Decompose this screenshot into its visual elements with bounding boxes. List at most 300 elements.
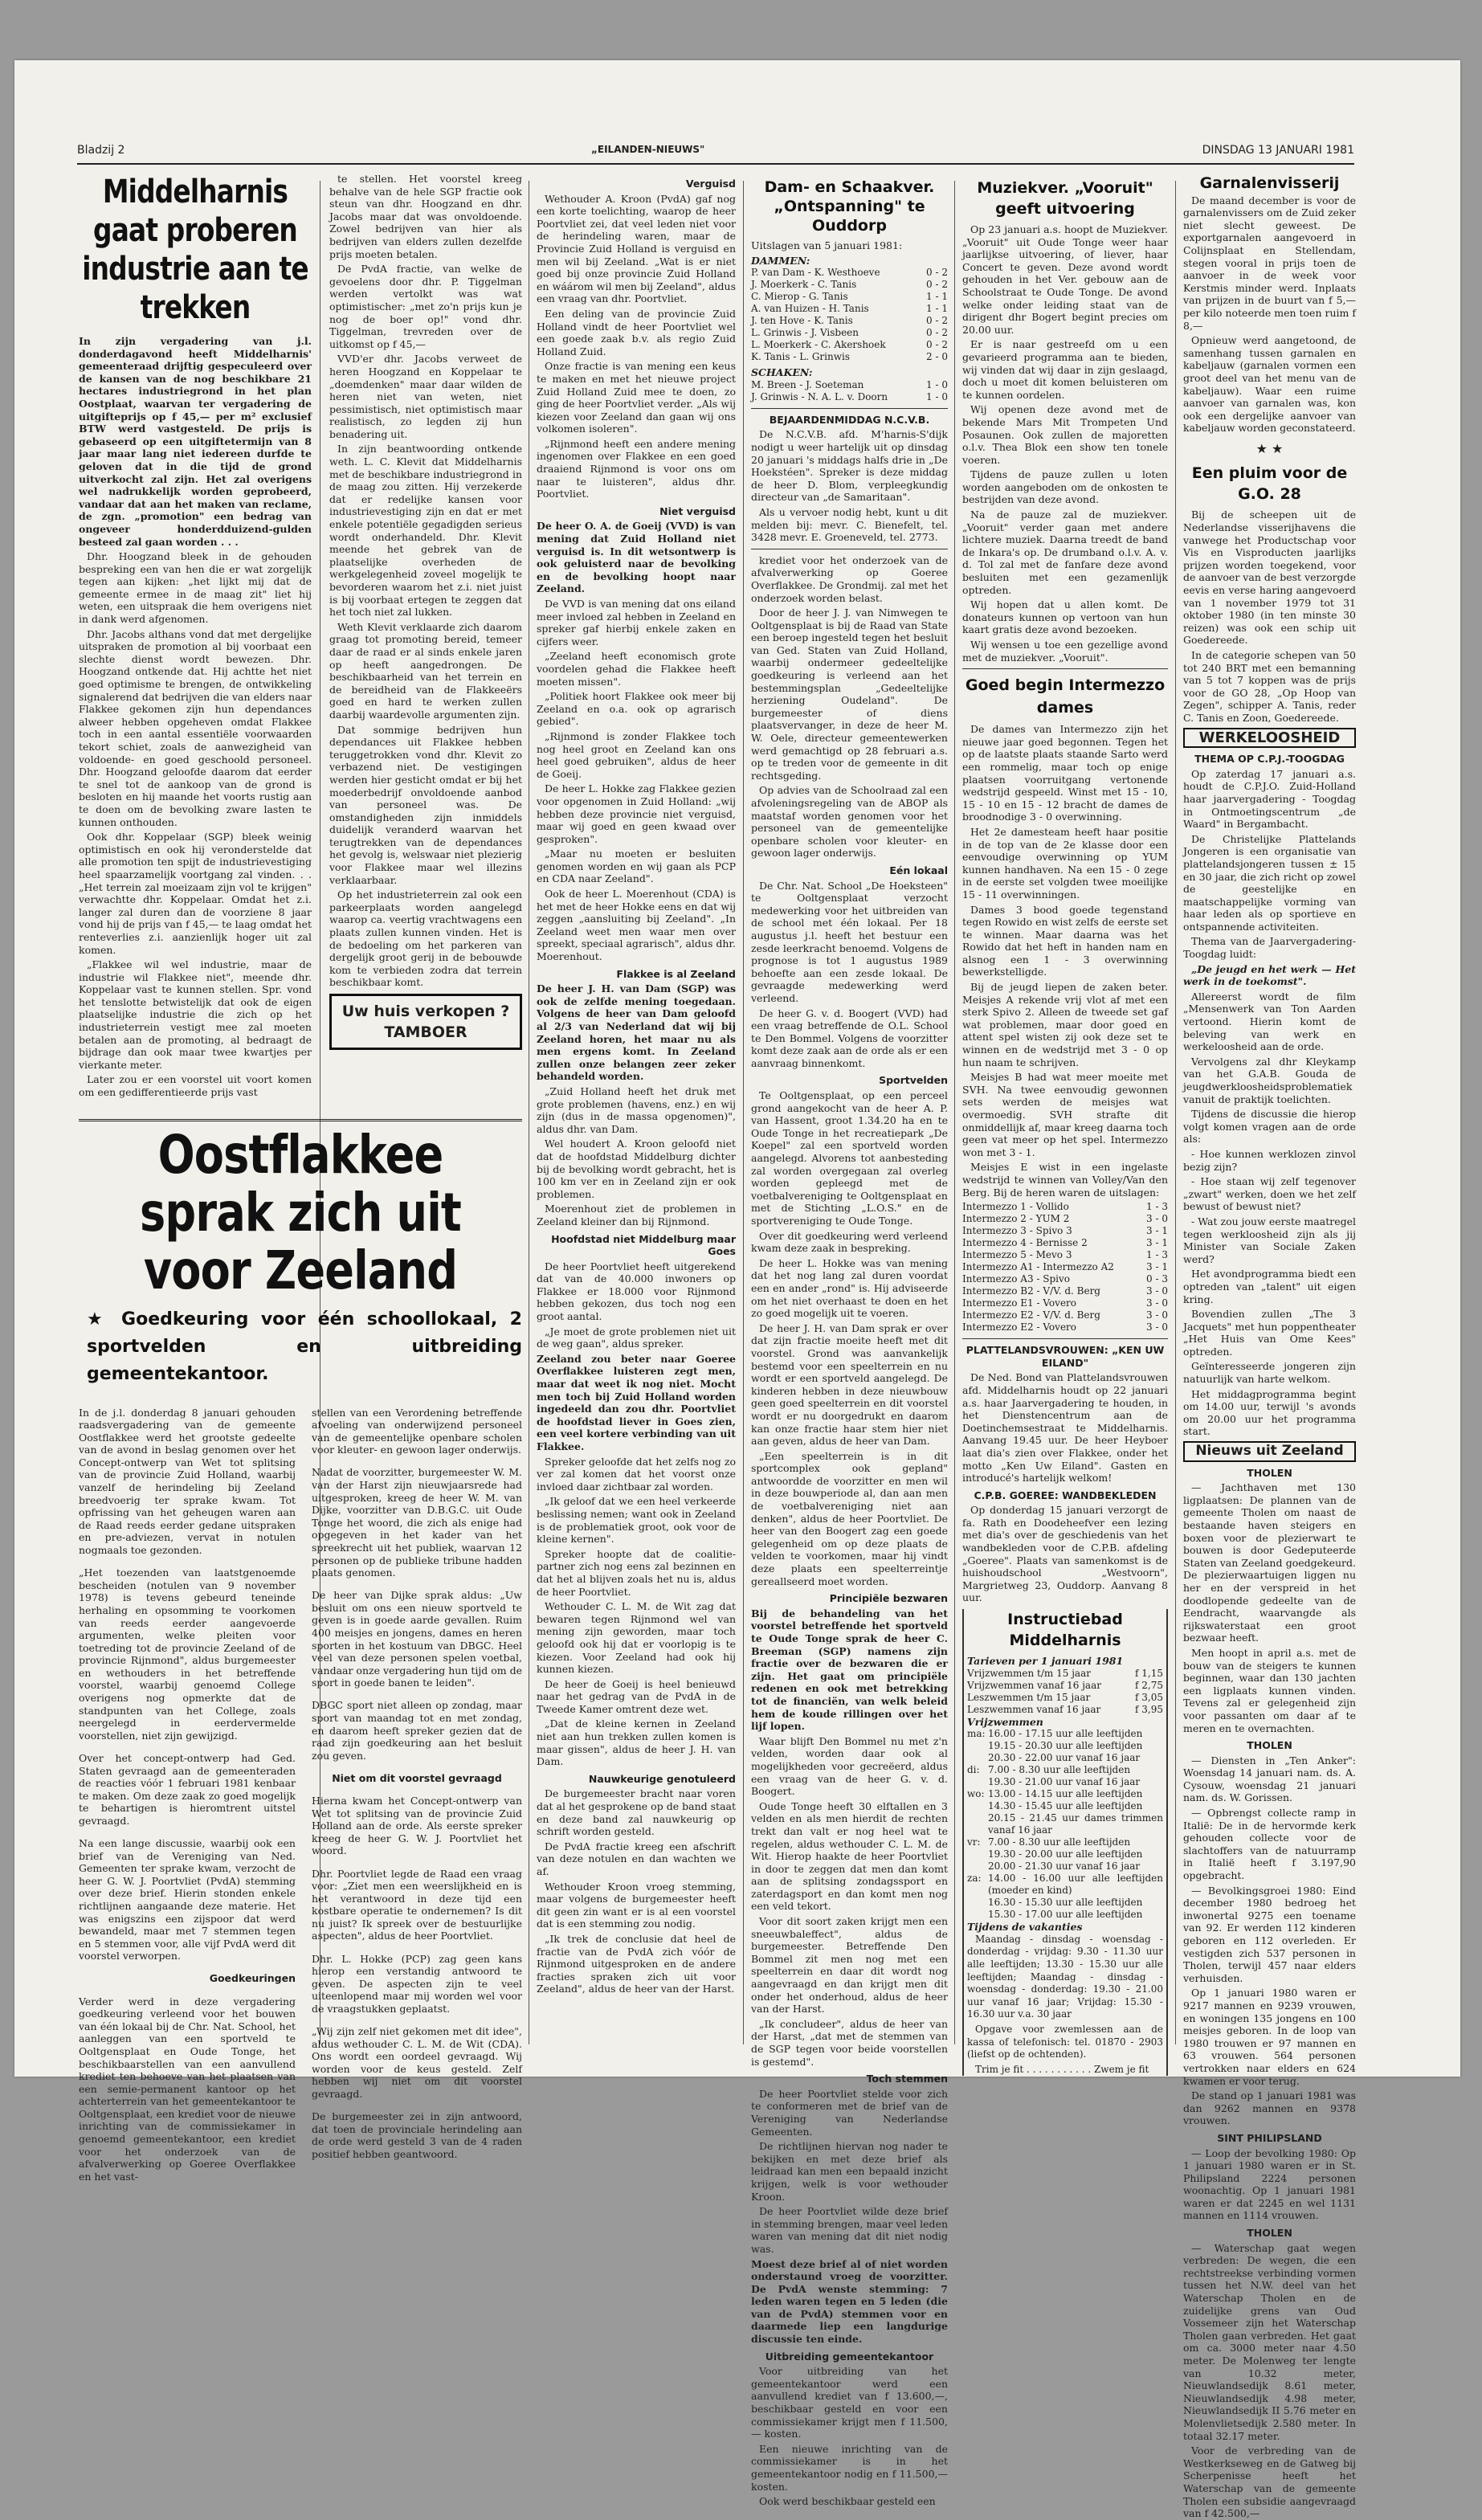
article-paragraph: Op advies van de Schoolraad zal een afvoleningsregeling van de ABOP als maatstaf worden genomen voor het personeel van de gemeentelijke openbare scholen voor kleuter- en gewoon lager onderwijs.: [751, 784, 948, 860]
schedule-row: [967, 1764, 1163, 1776]
article-paragraph: Over dit goedkeuring werd verleend kwam deze zaak in bespreking.: [751, 1229, 948, 1255]
intermezzo-row-label: Intermezzo E1 - Vovero: [962, 1297, 1077, 1309]
newspaper-page: [14, 60, 1460, 2520]
article-paragraph: De stand op 1 januari 1981 was dan 9262 mannen en 9378 vrouwen.: [1183, 2089, 1356, 2127]
intermezzo-row-value: 3 - 1: [1146, 1237, 1168, 1249]
intermezzo-row-value: 3 - 0: [1146, 1321, 1168, 1334]
column-4: [751, 173, 948, 2508]
article-paragraph: Oude Tonge heeft 30 elftallen en 3 velden en als men hierdit de rechten trekt dan valt er nog heel wat te regelen, aldus wethouder C. L. M. de Wit. Hierop haakte de heer Poortvliet in door te zeggen dat men dan komt aan de splitsing zondagssport en zaterdagsport en dan komt men nog een veld tekort.: [751, 1799, 948, 1913]
article-paragraph: Later zou er een voorstel uit voort komen om een gedifferentieerde prijs vast: [79, 1073, 312, 1099]
schedule-list: [967, 1728, 1163, 1921]
intermezzo-row-value: 1 - 3: [1146, 1201, 1168, 1213]
intermezzo-row-label: Intermezzo E2 - V/V. d. Berg: [962, 1309, 1100, 1321]
schedule-time: 20.00 - 21.30 uur vanaf 16 jaar: [988, 1860, 1141, 1873]
pluim-heading: Een pluim voor de G.O. 28: [1191, 464, 1348, 504]
vooruit-heading: Muziekver. „Vooruit" geeft uitvoering: [977, 179, 1153, 218]
dammen-row-label: L. Moerkerk - C. Akershoek: [751, 339, 886, 351]
dammen-row: [751, 327, 948, 339]
article-paragraph: De maand december is voor de garnalenvissers om de Zuid zeker niet slecht geweest. De exportgarnalen aangevoerd in Colijnsplaat en Stellendam, stegen vooral in prijs toen de aanvoer in de week voor Kerstmis minder werd. Inplaats van prijzen in de buurt van f 5,— per kilo noteerde men toen ruim f 8,—: [1183, 194, 1356, 332]
article-paragraph: krediet voor het onderzoek van de afvalverwerking op Goeree Overflakkee. De Grondmij. zal met het onderzoek worden belast.: [751, 553, 948, 604]
article-paragraph: De heer L. Hokke zag Flakkee gezien voor opgenomen in Zuid Holland: „wij hebben deze provincie niet verguisd, maar wij goed en geen kwaad over gesproken".: [537, 782, 736, 845]
article-paragraph: De heer Poortvliet wilde deze brief in stemming brengen, maar veel leden waren van mening dat dit niet nodig was.: [751, 2205, 948, 2255]
schedule-row: [967, 1873, 1163, 1897]
article-paragraph: Als u vervoer nodig hebt, kunt u dit melden bij: mevr. C. Bienefelt, tel. 3428 mevr. E. Groeneveld, tel. 2773.: [751, 505, 948, 544]
article-paragraph: Het avondprogramma biedt een optreden van „talent" uit eigen kring.: [1183, 1268, 1356, 1305]
schedule-row: [967, 1909, 1163, 1921]
article-paragraph: De heer van Dijke sprak aldus: „Uw besluit om ons een nieuw sportveld te geven is in goede aarde gevallen. Ruim 400 meisjes en jongens, dames en heren sporten in het kostuum van DBGC. Heel veel van deze personen spelen voetbal, vandaar onze vergadering hun tijd om de sport in goede banen te leiden".: [312, 1589, 522, 1689]
article-paragraph: „Rijnmond is zonder Flakkee toch nog heel groot en Zeeland kan ons heel goed gebruiken", aldus de heer de Goeij.: [537, 729, 736, 780]
article-paragraph: Dat sommige bedrijven hun dependances uit Flakkee hebben teruggetrokken vond dhr. Klevit zo verbazend niet. De vestigingen werden hier gesticht omdat er bij het moederbedrijf onvoldoende aanbod van personeel was. De omstandigheden zijn inmiddels duidelijk veranderd waarvan het terugtrekken van de dependances het gevolg is, welswaar niet plezierig voor Flakkee maar wel illezins verklaarbaar.: [329, 723, 522, 886]
article-paragraph: De VVD is van mening dat ons eiland meer invloed zal hebben in Zeeland en spreker gaf hierbij enkele zaken en cijfers weer.: [537, 598, 736, 647]
article-paragraph: Weth Klevit verklaarde zich daarom graag tot promoting bereid, temeer daar de raad er al sinds enkele jaren op heeft aangedrongen. De beschikbaarheid van het terrein en de bereidheid van de Flakkeeërs goed en hard te werken zullen daarbij waardevolle argumenten zijn.: [329, 620, 522, 721]
intermezzo-row-value: 3 - 1: [1146, 1261, 1168, 1273]
article-paragraph: Meisjes B had wat meer moeite met SVH. Na twee eenvoudig gewonnen sets werden de meisjes wat overmoedig. SVH strafte dit onmiddellijk af, maar kreeg daarna toch geen vat meer op het spel. Intermezzo won met 3 - 1.: [962, 1071, 1168, 1158]
intermezzo-row-label: Intermezzo 4 - Bernisse 2: [962, 1237, 1088, 1249]
article-paragraph: Op 1 januari 1980 waren er 9217 mannen en 9239 vrouwen, en woningen 135 jongens en 100 meisjes geboren. In de loop van 1980 trouwen er 97 mannen en 63 vrouwen. 564 personen vertrokken naar elders en 624 kwamen er voor terug.: [1183, 1987, 1356, 2087]
article-paragraph: Het middagprogramma begint om 14.00 uur, terwijl 's avonds om 20.00 uur het programma start.: [1183, 1387, 1356, 1438]
intermezzo-row: [962, 1237, 1168, 1249]
intermezzo-row-value: 3 - 0: [1146, 1285, 1168, 1297]
article-paragraph: Het 2e damesteam heeft haar positie in de top van de 2e klasse door een eenvoudige overwinning op YUM kunnen handhaven. Na een 15 - 0 zege in de eerste set volgden twee moeilijke 15 - 11 overwinningen.: [962, 825, 1168, 901]
dammen-row-value: 0 - 2: [926, 279, 948, 291]
article-paragraph: Thema van de Jaarvergadering-Toogdag luidt:: [1183, 935, 1356, 961]
article-paragraph: Door de heer J. J. van Nimwegen te Ooltgensplaat is bij de Raad van State een beroep ingesteld tegen het besluit van Ged. Staten van Zuid Holland, waarbij ondermeer gedeeltelijke goedkeuring is verleend aan het bestemmingsplan „Gedeeltelijke herziening Oudeland". De burgemeester of diens plaatsvervanger, in deze de heer M. W. Oele, directeur gemeentewerken werd gemachtigd op 28 februari a.s. op te treden voor de gemeente in dit rechtsgeding.: [751, 607, 948, 782]
article-paragraph: De Christelijke Plattelands Jongeren is een organisatie van plattelandsjongeren tussen ± 15 en 30 jaar, die zich richt op zowel de geestelijke en maatschappelijke vorming van haar leden als op sportieve en ontspannende activiteiten.: [1183, 832, 1356, 933]
schedule-row: [967, 1728, 1163, 1740]
article-paragraph: Bovendien zullen „The 3 Jacquets" met hun poppentheater „Het Huis van Ome Kees" optreden.: [1183, 1308, 1356, 1358]
article-paragraph: Onze fractie is van mening een keus te maken en met het nieuwe project Zuid Holland Zuid mee te doen, zo ging de heer Poortvliet verder. „Als wij kiezen voor Zeeland dan gaan wij ons volkomen isoleren".: [537, 360, 736, 435]
article-paragraph: te stellen. Het voorstel kreeg behalve van de hele SGP fractie ook steun van dhr. Hoogzand en dhr. Jacobs maar dat was onvoldoende. Zowel bedrijven van hier als bedrijven van elders zullen dezelfde prijs moeten betalen.: [329, 173, 522, 260]
article-paragraph: Op het industrieterrein zal ook een parkeerplaats worden aangelegd waarop ca. veertig vrachtwagens een plaats zullen kunnen vinden. Het is de bedoeling om het parkeren van dergelijk groot gerij in de bebouwde kom te verbieden zodra dat terrein beschikbaar komt.: [329, 888, 522, 989]
schedule-time: 20.30 - 22.00 uur vanaf 16 jaar: [988, 1752, 1141, 1764]
article-paragraph: De dames van Intermezzo zijn het nieuwe jaar goed begonnen. Tegen het op de laatste plaats staande Sarto werd een rommelig, maar toch op enige plaatsen voorruitgang vertonende wedstrijd gespeeld. Winst met 15 - 10, 15 - 10 en 15 - 12 bracht de dames de broodnodige 3 - 0 overwinning.: [962, 723, 1168, 823]
price-row: [967, 1692, 1163, 1704]
dammen-row-label: L. Grinwis - J. Visbeen: [751, 327, 859, 339]
article-paragraph: De heer de Goeij is heel benieuwd naar het gedrag van de PvdA in de Tweede Kamer omtrent deze wet.: [537, 1677, 736, 1715]
subhead: Verguisd: [685, 178, 736, 190]
column-rule: [743, 181, 744, 2044]
schedule-row: [967, 1848, 1163, 1860]
article-paragraph: — Bevolkingsgroei 1980: Eind december 1980 bedroeg het inwonertal 9275 een toename van 92. Er werden 112 kinderen geboren en 112 overleden. Er vestigden zich 537 personen in Tholen, terwijl 457 naar elders verhuisden.: [1183, 1884, 1356, 1984]
price-list: [967, 1668, 1163, 1716]
subhead: Niet verguisd: [659, 504, 736, 517]
subhead: Flakkee is al Zeeland: [616, 967, 736, 980]
intermezzo-row-value: 3 - 0: [1146, 1309, 1168, 1321]
article-lead: In de j.l. donderdag 8 januari gehouden raadsvergadering van de gemeente Oostflakkee werd het grootste gedeelte van de avond in beslag genomen over het Concept-ontwerp van Wet tot splitsing van de provincie Zuid Holland, waarbij vanzelf de herindeling bij Zeeland breedvoerig ter sprake kwam. Tot opfrissing van het geheugen waren aan de Raad reeds eerder gedane uitspraken en pre-adviezen, vervat in notulen nogmaals toe gezonden.: [79, 1406, 296, 1557]
article-paragraph: Allereerst wordt de film „Mensenwerk van Ton Aarden vertoond. Hierin komt de beleving van werk en werkeloosheid aan de orde.: [1183, 990, 1356, 1053]
subhead: Sportvelden: [879, 1074, 948, 1087]
intermezzo-row-label: Intermezzo 3 - Spivo 3: [962, 1225, 1072, 1237]
price-row-value: f 2,75: [1135, 1679, 1163, 1691]
divider: [79, 1119, 522, 1121]
intermezzo-row-value: 3 - 1: [1146, 1225, 1168, 1237]
article-paragraph: Een deling van de provincie Zuid Holland vindt de heer Poortvliet wel een goede zaak b.v. als regio Zuid Holland Zuid.: [537, 307, 736, 357]
schedule-day: wo:: [967, 1788, 985, 1800]
article-paragraph: „Een speelterrein is in dit sportcomplex ook gepland" antwoordde de voorzitter en men wil in deze bouwperiode al, dan aan men de voetbalvereniging niet aan denken", aldus de heer Poortvliet. De heer van den Boogert zag een goede gelegenheid om op deze plaats de velden te voorkomen, maar hij vindt deze plaats een speelterreintje gereallseerd moet worden.: [751, 1449, 948, 1587]
dammen-row: [751, 315, 948, 327]
article-paragraph: Spreker hoopte dat de coalitie-partner zich nog eens zal bezinnen en dat het al blijven zoals het nu is, aldus de heer Poortvliet.: [537, 1547, 736, 1598]
plattelands-heading: PLATTELANDSVROUWEN: „KEN UW EILAND": [966, 1344, 1165, 1369]
article-paragraph: „Zeeland heeft economisch grote voordelen gehad die Flakkee heeft moeten missen".: [537, 650, 736, 688]
schedule-day: [967, 1800, 988, 1812]
article-paragraph: De richtlijnen hiervan nog nader te bekijken en met deze brief als leidraad kan men een bepaald inzicht krijgen, welk is voor wethouder Kroon.: [751, 2140, 948, 2203]
subhead: Hoofdstad niet Middelburg maar Goes: [551, 1232, 736, 1258]
dammen-row-value: 0 - 2: [926, 315, 948, 327]
schedule-day: [967, 1776, 988, 1788]
dammen-row: [751, 291, 948, 303]
price-row-value: f 3,95: [1135, 1703, 1163, 1715]
schedule-row: [967, 1897, 1163, 1909]
subhead: Niet om dit voorstel gevraagd: [332, 1771, 502, 1784]
divider: [962, 1338, 1168, 1339]
dammen-row-label: J. ten Hove - K. Tanis: [751, 315, 853, 327]
article-paragraph: De heer J. H. van Dam (SGP) was ook de zelfde mening toegedaan. Volgens de heer van Dam geloofd al 2/3 van Nederland dat wij bij Zeeland horen, het maar nu als men ergens komt. In Zeeland zullen onze belangen zeer zeker behandeld worden.: [537, 982, 736, 1083]
schedule-time: 7.00 - 8.30 uur alle leeftijden: [988, 1836, 1131, 1848]
article-paragraph: Wethouder Kroon vroeg stemming, maar volgens de burgemeester heeft dit geen zin want er is al een voorstel dat is een stemming zou nodig.: [537, 1880, 736, 1930]
schedule-time: 19.30 - 20.00 uur alle leeftijden: [988, 1848, 1143, 1860]
tarieven-label: Tarieven per 1 januari 1981: [967, 1655, 1124, 1668]
article-paragraph: „Dat de kleine kernen in Zeeland niet aan hun trekken zullen komen is maar gissen", aldus de heer J. H. van Dam.: [537, 1717, 736, 1768]
dammen-row-label: P. van Dam - K. Westhoeve: [751, 267, 880, 279]
schedule-time: 20.15 - 21.45 uur dames trimmen vanaf 16 jaar: [988, 1812, 1163, 1836]
intermezzo-row: [962, 1321, 1168, 1334]
schedule-day: [967, 1740, 988, 1752]
article-paragraph: De heer Poortvliet heeft uitgerekend dat van de 40.000 inwoners op Flakkee er 18.000 voor Rijnmond hebben gekozen, dus toch nog een groot aantal.: [537, 1260, 736, 1323]
article-paragraph: „Maar nu moeten er besluiten genomen worden en wij gaan als PCP en CDA naar Zeeland".: [537, 847, 736, 885]
article-paragraph: „Ik concludeer", aldus de heer van der Harst, „dat met de stemmen van de SGP tegen voor beide voorstellen is gestemd".: [751, 2017, 948, 2068]
article-paragraph: stellen van een Verordening betreffende afvoeling van onderwijzend personeel van de gemeentelijke openbare scholen voor kleuter- en gewoon lager onderwijs.: [312, 1406, 522, 1456]
divider: [962, 668, 1168, 669]
price-row-label: Vrijzwemmen t/m 15 jaar: [967, 1667, 1091, 1679]
article-paragraph: Ook werd beschikbaar gesteld een: [759, 2495, 936, 2508]
schedule-time: 14.00 - 16.00 uur alle leeftijden (moeder en kind): [988, 1873, 1163, 1897]
schedule-time: 19.30 - 21.00 uur vanaf 16 jaar: [988, 1776, 1141, 1788]
article-lead: In zijn vergadering van j.l. donderdagavond heeft Middelharnis' gemeenteraad drijftig gespeculeerd over de kansen van de nog beschikbare 21 hectares industriegrond in het plan Oostplaat, waarvan ter vergadering de uitgifteprijs op f 45,— per m² exclusief BTW werd vastgesteld. De prijs is gebaseerd op een uitgiftetermijn van 8 jaar maar lang niet iedereen durfde te geloven dat in die tijd de grond uitverkocht zal zijn. Het zal overigens wel nadrukkelijk worden geprobeerd, vandaar dat aan het maken van reclame, de zgn. „promotion" een bedrag van ongeveer honderdduizend-gulden besteed zal gaan worden . . .: [79, 335, 312, 548]
dammen-row-value: 1 - 1: [926, 291, 948, 303]
article-paragraph: De Ned. Bond van Plattelandsvrouwen afd. Middelharnis houdt op 22 januari a.s. haar Jaarvergadering te houden, in het Dienstencentrum aan de Doetinchemsestraat te Middelharnis. Aanvang 19.45 uur. De heer Heyboer laat dia's zien over Flakkee, onder het motto „Ken Uw Eiland". Gasten en introducé's hartelijk welkom!: [962, 1371, 1168, 1485]
column-rule: [1175, 181, 1176, 2044]
article-paragraph: Op 23 januari a.s. hoopt de Muziekver. „Vooruit" uit Oude Tonge weer haar jaarlijkse uitvoering, of liever, haar Concert te geven. Deze avond wordt gehouden in het Ver. gebouw aan de Schoolstraat te Oude Tonge. De avond welke onder leiding staat van de dirigent dhr Bogert begint precies om 20.00 uur.: [962, 223, 1168, 336]
schedule-day: vr:: [967, 1836, 981, 1848]
intermezzo-row: [962, 1309, 1168, 1321]
subhead: Nauwkeurige genotuleerd: [588, 1772, 736, 1785]
article-paragraph: Nadat de voorzitter, burgemeester W. M. van der Harst zijn nieuwjaarsrede had uitgesproken, kreeg de heer W. M. van Dijke, voorzitter van D.B.G.C. uit Oude Tonge het woord, die zich als enige had opgegeven in het kader van het spreekrecht uit het publiek, waarvan 12 personen op de publieke tribune hadden plaats genomen.: [312, 1466, 522, 1579]
article-paragraph: Geïnteresseerde jongeren zijn natuurlijk van harte welkom.: [1183, 1360, 1356, 1386]
dammen-row: [751, 351, 948, 363]
article-paragraph: Te Ooltgensplaat, op een perceel grond aangekocht van de heer A. P. van Hassent, groot 1.34.20 ha en te Oude Tonge in het recreatiepark „De Koepel" zal een sportveld worden aangelegd. Alvorens tot aanbesteding zal worden overgegaan zal overleg worden gepleegd met de voetbalvereniging te Ooltgensplaat en met de Stichting „L.O.S." en de sportvereniging te Oude Tonge.: [751, 1089, 948, 1227]
article-paragraph: „Politiek hoort Flakkee ook meer bij Zeeland en o.a. ook op agrarisch gebied".: [537, 690, 736, 728]
article-paragraph: De heer Poortvliet stelde voor zich te conformeren met de brief van de Vereniging van Nederlandse Gemeenten.: [751, 2087, 948, 2138]
intermezzo-row: [962, 1285, 1168, 1297]
article-paragraph: Wij openen deze avond met de bekende Mars Mit Trompeten Und Posaunen. Ook zullen de majoretten o.l.v. Thea Blok een show ten tonele voeren.: [962, 403, 1168, 466]
intermezzo-row-label: Intermezzo A3 - Spivo: [962, 1273, 1071, 1285]
column-6: [1183, 173, 1356, 2520]
article-paragraph: „Rijnmond heeft een andere mening ingenomen over Flakkee en een goed draaiend Rijnmond is voor ons om naar te luisteren", aldus dhr. Poortvliet.: [537, 437, 736, 500]
article-paragraph: De burgemeester bracht naar voren dat al het gesprokene op de band staat en deze band zal nauwkeurig op schrift worden gesteld.: [537, 1787, 736, 1838]
dammen-label: DAMMEN:: [751, 254, 810, 267]
intermezzo-row-value: 3 - 0: [1146, 1297, 1168, 1309]
schedule-row: [967, 1776, 1163, 1788]
schedule-day: [967, 1909, 988, 1921]
article-paragraph: De Chr. Nat. School „De Hoeksteen" te Ooltgensplaat verzocht medewerking voor het uitbreiden van de school met één lokaal. Per 18 augustus j.l. heeft het bestuur een zesde leerkracht benoemd. Volgens de prognose is tot 1 augustus 1989 behoefte aan een zesde lokaal. De gevraagde medewerking werd verleend.: [751, 879, 948, 1004]
article-paragraph: Voor uitbreiding van het gemeentekantoor werd een aanvullend krediet van f 13.600,—, beschikbaar gesteld en voor een commissiekamer krijgt men f 11.500,— kosten.: [751, 2365, 948, 2440]
schedule-row: [967, 1788, 1163, 1800]
schaken-row-value: 1 - 0: [926, 390, 948, 402]
article-paragraph: Vervolgens zal dhr Kleykamp van het G.A.B. Gouda de jeugdwerkloosheidsproblematiek vanuit de praktijk toelichten.: [1183, 1055, 1356, 1105]
article-paragraph: DBGC sport niet alleen op zondag, maar sport van maandag tot en met zondag, en daarom heeft spreker gezien dat de raad zijn goedkeuring aan het besluit zou geven.: [312, 1699, 522, 1762]
opgave: Opgave voor zwemlessen aan de kassa of telefonisch: tel. 01870 - 2903 (liefst op de ochtenden).: [967, 2023, 1163, 2061]
garnalen-heading: Garnalenvisserij: [1199, 174, 1340, 192]
intermezzo-row-label: Intermezzo 5 - Mevo 3: [962, 1249, 1072, 1261]
bejaarden-heading: BEJAARDENMIDDAG N.C.V.B.: [769, 413, 930, 426]
intermezzo-row-value: 3 - 0: [1146, 1213, 1168, 1225]
article-paragraph: Opnieuw werd aangetoond, de samenhang tussen garnalen en kabeljauw (garnalen vormen een groot deel van het menu van de kabeljauw). Waar een ruime aanvoer van garnalen was, kon ook een dergelijke aanvoer van kabeljauw worden geconstateerd.: [1183, 334, 1356, 435]
article-paragraph: „Zuid Holland heeft het druk met grote problemen (havens, enz.) en wij zijn (dus in de massa opgenomen)", aldus dhr. van Dam.: [537, 1084, 736, 1135]
article-paragraph: Dames 3 bood goede tegenstand tegen Rowido en wist zelfs de eerste set te winnen. Maar daarna was het Rowido dat het heft in handen nam en alsnog een 1 - 3 overwinning bewerkstelligde.: [962, 903, 1168, 978]
dammen-row-value: 2 - 0: [926, 351, 948, 363]
article-paragraph: Bij de scheepen uit de Nederlandse visserijhavens die vanwege het Productschap voor Vis en Visproducten jaarlijks prijzen worden toegekend, voor de aanvoer van de best verzorgde eevis en verse haring aangevoerd van 1 november 1979 tot 31 oktober 1980 (in ten minste 30 reizen) was ook een schip uit Goedereede.: [1183, 508, 1356, 647]
article-paragraph: Er is naar gestreefd om u een gevarieerd programma aan te bieden, wij vinden dat wij daar in zijn geslaagd, doch u moet dit komen beluisteren om te kunnen oordelen.: [962, 338, 1168, 401]
dammen-row: [751, 339, 948, 351]
article-paragraph: Tijdens de discussie die hierop volgt komen vragen aan de orde als:: [1183, 1108, 1356, 1146]
date: DINSDAG 13 JANUARI 1981: [1202, 144, 1354, 157]
article-paragraph: De heer L. Hokke was van mening dat het nog lang zal duren voordat een en ander „rond" is. Hij adviseerde om het niet overhaast te doen en het zo goed mogelijk uit te voeren.: [751, 1256, 948, 1320]
article-paragraph: „Het toezenden van laatstgenoemde bescheiden (notulen van 9 november 1978) is tevens gebeurd teneinde herhaling en opsomming te voorkomen van reeds eerder aangevoerde argumenten, welke pleiten voor toetreding tot de provincie Zeeland of de provincie Rijnmond", aldus burgemeester en wethouders in het betreffende voorstel, waarbij genoemd College overigens nog opmerkte dat de standpunten van het College, zoals neergelegd in eerdervermelde voorstellen, niet zijn gewijzigd.: [79, 1566, 296, 1742]
intermezzo-row-label: Intermezzo E2 - Vovero: [962, 1321, 1077, 1334]
price-row: [967, 1680, 1163, 1692]
dammen-row-label: A. van Huizen - H. Tanis: [751, 303, 869, 315]
price-row-label: Leszwemmen vanaf 16 jaar: [967, 1703, 1101, 1715]
schedule-row: [967, 1860, 1163, 1873]
article-paragraph: — Jachthaven met 130 ligplaatsen: De plannen van de gemeente Tholen om naast de bestaande haven steigers en boxen voor de plezierwart te bouwen is door Gedeputeerde Staten van Zeeland goedgekeurd. De plezierwaartuigen liggen nu her en der verspreid in het doodlopende gedeelte van de Eendracht, waarvangde als rijkswaterstaat een groot bezwaar heeft.: [1183, 1481, 1356, 1644]
article-paragraph: In de categorie schepen van 50 tot 240 BRT met een bemanning van 5 tot 7 koppen was de prijs voor de GO 28, „Op Hoop van Zegen", schipper A. Tanis, reder C. Tanis en Zoon, Goedereede.: [1183, 649, 1356, 724]
article-paragraph: De PvdA fractie, van welke de gevoelens door dhr. P. Tiggelman werden vertolkt was wat optimistischer: „met zo'n prijs kun je nog de boer op!" vond dhr. Tiggelman, trevreden over de uitkomst op f 45,—: [329, 263, 522, 350]
article-paragraph: — Loop der bevolking 1980: Op 1 januari 1980 waren er in St. Philipsland 2224 personen woonachtig. Op 1 januari 1981 waren er dat 2245 en wel 1131 mannen en 1114 vrouwen.: [1183, 2146, 1356, 2222]
instructiebad-heading: Instructiebad Middelharnis: [1007, 1611, 1123, 1650]
intermezzo-row: [962, 1273, 1168, 1285]
price-row-value: f 1,15: [1135, 1667, 1163, 1679]
article-paragraph: Wij wensen u toe een gezellige avond met de muziekver. „Vooruit".: [962, 639, 1168, 664]
price-row-value: f 3,05: [1135, 1691, 1163, 1703]
dammen-row-value: 0 - 2: [926, 339, 948, 351]
article-paragraph: De heer J. H. van Dam sprak er over dat zijn fractie moeite heeft met dit voorstel. Grond was aanvankelijk bestemd voor een speelterrein en nu wordt er een sportveld aangelegd. De kinderen hebben in deze nieuwbouw geen goed speelterrein en dit voorstel wordt er nu doorgedrukt en daarom kan onze fractie haar stem hier niet aan geven, aldus de heer van Dam.: [751, 1321, 948, 1448]
schaken-label: SCHAKEN:: [751, 366, 813, 379]
schedule-day: [967, 1752, 988, 1764]
price-row-label: Vrijzwemmen vanaf 16 jaar: [967, 1679, 1101, 1691]
article-paragraph: Voor de verbreding van de Westkerkseweg en de Gatweg bij Scherpenisse heeft het Waterschap van de gemeente Tholen een subsidie aangevraagd van f 42.500,—: [1183, 2444, 1356, 2520]
intermezzo-row: [962, 1261, 1168, 1273]
article-paragraph: In zijn beantwoording ontkende weth. L. C. Klevit dat Middelharnis met de beschikbare industriegrond in de maag zou zitten. Hij verzekerde dat er redelijke kansen voor industrievestiging zijn en dat er met enkele potentiële gegadigden serieus wordt onderhandeld. Dhr. Klevit meende het gebrek van de plaatselijke overheden de werkgelegenheid zoveel mogelijk te bevorderen waarom het z.i. niet juist is bij voorbaat ertegen te zeggen dat het toch niet zal lukken.: [329, 443, 522, 619]
oost-col-b: [312, 1396, 522, 2160]
article-paragraph: Dhr. L. Hokke (PCP) zag geen kans hierop een verstandig antwoord te geven. De aspecten zijn te veel uiteenlopend maar mij worden wel voor de vraagstukken geplaatst.: [312, 1952, 522, 2015]
place-heading: THOLEN: [1247, 2227, 1292, 2240]
article-paragraph: Over het concept-ontwerp had Ged. Staten gevraagd aan de gemeenteraden de reacties vóór 1 februari 1981 kenbaar te maken. Om deze zaak zo goed mogelijk te behartigen is hieromtrent uitstel gevraagd.: [79, 1751, 296, 1827]
article-paragraph: Men hoopt in april a.s. met de bouw van de steigers te kunnen beginnen, waar dan 130 jachten een ligplaats kunnen vinden. Tevens zal er gelegenheid zijn voor passanten om daar af te meren en te overnachten.: [1183, 1646, 1356, 1734]
intermezzo-row-label: Intermezzo B2 - V/V. d. Berg: [962, 1285, 1100, 1297]
column-3: [537, 173, 736, 2052]
article-paragraph: — Diensten in „Ten Anker": Woensdag 14 januari nam. ds. A. Cysouw, woensdag 21 januari nam. ds. W. Gorissen.: [1183, 1754, 1356, 1804]
cpb-heading: C.P.B. GOEREE: WANDBEKLEDEN: [974, 1489, 1157, 1501]
article-paragraph: Hierna kwam het Concept-ontwerp van Wet tot splitsing van de provincie Zuid Holland aan de orde. Als eerste spreker kreeg de heer G. W. J. Poortvliet het woord.: [312, 1795, 522, 1857]
quote: „De jeugd en het werk — Het werk in de toekomst".: [1183, 962, 1356, 988]
vrijzwemmen-label: Vrijzwemmen: [967, 1715, 1043, 1728]
article-paragraph: Een nieuwe inrichting van de commissiekamer is in het gemeentekantoor nodig en f 11.500,— kosten.: [751, 2442, 948, 2493]
article-paragraph: — Opbrengst collecte ramp in Italië: De in de hervormde kerk gehouden collecte voor de slachtoffers van de natuurramp in Italië heeft f 3.197,90 opgebracht.: [1183, 1807, 1356, 1882]
price-row-label: Leszwemmen t/m 15 jaar: [967, 1691, 1091, 1703]
intermezzo-row: [962, 1249, 1168, 1261]
subhead: Eén lokaal: [889, 864, 948, 876]
article-paragraph: Dhr. Hoogzand bleek in de gehouden bespreking een van hen die er wat zorgelijk tegen aan kijken: „het lijkt mij dat de gemeente ermee in de maag zit" liet hij weten, een uitspraak die hem overigens niet in dank werd afgenomen.: [79, 550, 312, 626]
dammen-row: [751, 267, 948, 279]
article-paragraph: Wethouder C. L. M. de Wit zag dat bewaren tegen Rijnmond wel van mening zijn geworden, maar toch geloofd ook hij dat er voorlopig is te kiezen. Voor Zeeland had ook hij kunnen kiezen.: [537, 1600, 736, 1676]
results-intro: Uitslagen van 5 januari 1981:: [751, 239, 903, 251]
article-paragraph: Waar blijft Den Bommel nu met z'n velden, worden daar ook al mogelijkheden voor gecreëerd, aldus een vraag van de heer G. v. d. Boogert.: [751, 1734, 948, 1798]
schedule-day: di:: [967, 1764, 980, 1776]
place-heading: SINT PHILIPSLAND: [1217, 2131, 1322, 2144]
intermezzo-row: [962, 1201, 1168, 1213]
schedule-time: 16.00 - 17.15 uur alle leeftijden: [988, 1728, 1143, 1740]
intermezzo-row: [962, 1225, 1168, 1237]
dammen-row-value: 0 - 2: [926, 327, 948, 339]
schaken-row-label: J. Grinwis - N. A. L. v. Doorn: [751, 390, 888, 402]
place-heading: THOLEN: [1247, 1466, 1292, 1479]
question: - Hoe staan wij zelf tegenover „zwart" werken, doen we het zelf bewust of bewust niet?: [1183, 1175, 1356, 1213]
article-paragraph: De PvdA fractie kreeg een afschrift van deze notulen en dan wachten we af.: [537, 1840, 736, 1877]
schaken-row: [751, 379, 948, 391]
article-paragraph: Dhr. Poortvliet legde de Raad een vraag voor: „Ziet men een weerslijkheid en is het verantwoord in deze tijd een kostbare operatie te ondernemen? Is dit nu juist? Ik spreek over de bestuurlijke aspecten", aldus de heer Poortvliet.: [312, 1867, 522, 1942]
subhead: Principiële bezwaren: [829, 1592, 948, 1605]
schedule-time: 19.15 - 20.30 uur alle leeftijden: [988, 1740, 1143, 1752]
column-2: [329, 173, 522, 1105]
instructiebad-box: [962, 1609, 1168, 2076]
schedule-time: 14.30 - 15.45 uur alle leeftijden: [988, 1800, 1143, 1812]
schedule-day: [967, 1897, 988, 1909]
column-5: [962, 173, 1168, 2075]
schedule-time: 15.30 - 17.00 uur alle leeftijden: [988, 1909, 1143, 1921]
subhead: Uitbreiding gemeentekantoor: [765, 2350, 934, 2363]
schedule-day: [967, 1860, 988, 1873]
ad-tamboer: Uw huis verkopen ? TAMBOER: [329, 994, 522, 1050]
page-header: [77, 139, 1354, 165]
intermezzo-row: [962, 1213, 1168, 1225]
divider: [751, 408, 948, 409]
masthead: „EILANDEN-NIEUWS": [591, 144, 705, 155]
article-paragraph: Spreker geloofde dat het zelfs nog zo ver zal komen dat het voorst onze invloed daar zichtbaar zal worden.: [537, 1455, 736, 1493]
article-paragraph: „Flakkee wil wel industrie, maar de industrie wil Flakkee niet", meende dhr. Koppelaar vast te kunnen stellen. Spr. vond het tenslotte betwistelijk dat ook de eigen plaatselijke industrie die zich op het industrieterrein vestigt mee zal moeten betalen aan de promoting, al bedraagt de bijdrage dan ook maar twee kwartjes per vierkante meter.: [79, 958, 312, 1071]
dammen-results: [751, 267, 948, 363]
schedule-row: [967, 1812, 1163, 1836]
article-paragraph: Ook dhr. Koppelaar (SGP) bleek weinig optimistisch en ook hij veronderstelde dat alle promotion ten spijt de industrievestiging heel spaarzamelijk voortgang zal vinden. . .„Het terrein zal moeizaam zijn vol te krijgen" verwachtte dhr. Koppelaar. Omdat het z.i. langer zal duren dan de voorziene 8 jaar vond hij de prijs van f 45,— te laag omdat het renteverlies z.i. aanzienlijk hoger uit zal komen.: [79, 831, 312, 956]
article-paragraph: De heer G. v. d. Boogert (VVD) had een vraag betreffende de O.L. School te Den Bommel. Volgens de voorzitter komt deze zaak aan de orde als er een aanvraag binnenkomt.: [751, 1007, 948, 1069]
schedule-time: 7.00 - 8.30 uur alle leeftijden: [988, 1764, 1131, 1776]
dammen-row-label: K. Tanis - L. Grinwis: [751, 351, 850, 363]
article-paragraph: Na de pauze zal de muziekver. „Vooruit" verder gaan met andere lichtere muziek. Daarna treedt de band de Inkara's op. De drumband o.l.v. A. v. d. Tol zal met de fanfare deze avond besluiten met een gezamenlijk optreden.: [962, 508, 1168, 596]
article-paragraph: Op donderdag 15 januari verzorgt de fa. Rath en Doodeheefver een lezing met dia's over de geschiedenis van het wandbekleden voor de C.P.B. afdeling „Goeree". Plaats van samenkomst is de huishoudschool „Westvoorn", Margrietweg 23, Ouddorp. Aanvang 8 uur.: [962, 1504, 1168, 1604]
schedule-row: [967, 1752, 1163, 1764]
question: - Hoe kunnen werklozen zinvol bezig zijn?: [1183, 1147, 1356, 1173]
article-paragraph: De heer O. A. de Goeij (VVD) is van mening dat Zuid Holland niet verguisd is. In dit wetsontwerp is ook geluisterd naar de bevolking en de bevolking hoopt naar Zeeland.: [537, 520, 736, 595]
article-paragraph: „Wij zijn zelf niet gekomen met dit idee", aldus wethouder C. L. M. de Wit (CDA). Ons wordt een oordeel gevraagd. Wij worden voor de keus gesteld. Zelf hebben wij niet om dit voorstel gevraagd.: [312, 2025, 522, 2100]
article-paragraph: Bij de behandeling van het voorstel betreffende het sportveld te Oude Tonge sprak de heer C. Breeman (SGP) namens zijn fractie over de bezwaren die er zijn. Het gaat om principiële redenen en ook met betrekking tot de financiën, van welk beleid hem de koude rillingen over het lijf lopen.: [751, 1607, 948, 1733]
subhead: Toch stemmen: [866, 2073, 948, 2085]
schedule-day: ma:: [967, 1728, 986, 1740]
intermezzo-row-label: Intermezzo 2 - YUM 2: [962, 1213, 1070, 1225]
dammen-row-label: J. Moerkerk - C. Tanis: [751, 279, 857, 291]
question: - Wat zou jouw eerste maatregel tegen werkloosheid zijn als jij Minister van Sociale Zaken werd?: [1183, 1215, 1356, 1265]
schedule-time: 13.00 - 14.15 uur alle leeftijden: [988, 1788, 1143, 1800]
schedule-row: [967, 1800, 1163, 1812]
article-paragraph: — Waterschap gaat wegen verbreden: De wegen, die een rechtstreekse verbinding vormen tussen het N.W. deel van het Waterschap Tholen en de zuidelijke grens van Oud Vossemeer zijn het Waterschap Tholen gaan verbreden. Het gaat om ca. 3000 meter naar 4.50 meter. De Molenweg ter lengte van 10.32 meter, Nieuwlandsedijk 8.61 meter, Nieuwlandsedijk 4.98 meter, Nieuwlandsedijk II 5.76 meter en Molenvlietsedijk 2.580 meter. In totaal 32.17 meter.: [1183, 2241, 1356, 2442]
dammen-row-value: 1 - 1: [926, 303, 948, 315]
schedule-day: [967, 1812, 988, 1836]
article-paragraph: Zeeland zou beter naar Goeree Overflakkee luisteren zegt men, maar dat weet ik nog niet. Mocht men toch bij Zuid Holland worden ingedeeld dan zou dhr. Poortvliet de hoofdstad liever in Goes zien, een veel kortere verbinding van uit Flakkee.: [537, 1352, 736, 1452]
dammen-row-label: C. Mierop - G. Tanis: [751, 291, 848, 303]
intermezzo-heading: Goed begin Intermezzo dames: [965, 676, 1166, 717]
page-number: Bladzij 2: [77, 144, 125, 157]
article-paragraph: „Ik trek de conclusie dat heel de fractie van de PvdA zich vóór de Rijnmond uitgesproken en de andere fracties spraken zich uit voor Zeeland", aldus de heer van der Harst.: [537, 1932, 736, 1995]
nieuws-zeeland-heading: Nieuws uit Zeeland: [1183, 1441, 1356, 1462]
article-paragraph: Moest deze brief al of niet worden onderstaund vroeg de voorzitter. De PvdA wenste stemming: 7 leden waren tegen en 5 leden (die van de PvdA) stemmen voor en daarmede liep een langdurige discussie ten einde.: [751, 2257, 948, 2346]
dammen-row: [751, 303, 948, 315]
schedule-time: 16.30 - 15.30 uur alle leeftijden: [988, 1897, 1143, 1909]
article-paragraph: Dhr. Jacobs althans vond dat met dergelijke uitspraken de promotion al bij voorbaat een slechte dienst wordt bewezen. Dhr. Hoogzand ontkende dat. Hij achtte het niet goed optimisme te brengen, de ontwikkeling signalerend dat bedrijven die van elders naar Flakkee gekomen zijn hun dependances alweer hebben opgeheven omdat Flakkee toch in een aantal essentiële voorwaarden tekort schiet, zoals de aanwezigheid van voldoende- en goed geschoold personeel. Dhr. Hoogzand geloofde daarom dat eerder te snel tot de aankoop van de grond is besloten en hij maande het voorts rustig aan te doen om de bevolking zware lasten te kunnen onthouden.: [79, 627, 312, 828]
headline-oostflakkee: Oostflakkee sprak zich uit voor Zeeland: [140, 1124, 461, 1301]
dammen-row-value: 0 - 2: [926, 267, 948, 279]
price-row: [967, 1704, 1163, 1716]
star-separator: ★ ★: [1255, 440, 1284, 456]
oost-col-a: [79, 1396, 296, 2183]
schaken-row-value: 1 - 0: [926, 378, 948, 390]
article-paragraph: „Je moet de grote problemen niet uit de weg gaan", aldus spreker.: [537, 1325, 736, 1350]
article-paragraph: Moerenhout ziet de problemen in Zeeland kleiner dan bij Rijnmond.: [537, 1203, 736, 1227]
article-paragraph: Ook de heer L. Moerenhout (CDA) is het met de heer Hokke eens en dat wij zeggen „aansluiting bij Zeeland". „In Zeeland weet men waar men over spreekt, speciaal agrarisch", aldus dhr. Moerenhout.: [537, 888, 736, 963]
article-paragraph: „Ik geloof dat we een heel verkeerde beslissing nemen; want ook in Zeeland is de problematiek groot, ook voor de kleine kernen".: [537, 1495, 736, 1546]
article-paragraph: Meisjes E wist in een ingelaste wedstrijd te winnen van Volley/Van den Berg. Bij de heren waren de uitslagen:: [962, 1161, 1168, 1199]
oostflakkee-article: [79, 1113, 522, 2183]
subheadline: ★ Goedkeuring voor één schoollokaal, 2 sportvelden en uitbreiding gemeentekantoor.: [87, 1309, 522, 1384]
intermezzo-results: [962, 1201, 1168, 1334]
schedule-row: [967, 1740, 1163, 1752]
headline-middelharnis: Middelharnis gaat proberen industrie aan te trekken: [82, 174, 308, 326]
column-rule: [954, 181, 955, 2044]
intermezzo-row-value: 1 - 3: [1146, 1249, 1168, 1261]
schaken-row: [751, 391, 948, 403]
article-paragraph: Voor dit soort zaken krijgt men een sneeuwbaleffect", aldus de burgemeester. Betreffende Den Bommel zit men nog met een speelterrein en daar dit wordt nog aangevraagd en dan krijgt men dit onder het onderhoud, aldus de heer van der Harst.: [751, 1915, 948, 2016]
schedule-row: [967, 1836, 1163, 1848]
article-paragraph: VVD'er dhr. Jacobs verweet de heren Hoogzand en Koppelaar te „doemdenken" maar daar wilden de heren niet van weten, niet pessimistisch, niet optimistisch maar realistisch, zo legden zij hun benadering uit.: [329, 353, 522, 440]
subhead: THEMA OP C.P.J.-TOOGDAG: [1194, 753, 1345, 766]
schedule-day: [967, 1848, 988, 1860]
vakantie-times: Maandag - dinsdag - woensdag - donderdag - vrijdag: 9.30 - 11.30 uur alle leeftijden; 13.30 - 15.30 uur alle leeftijden; Maandag - dinsdag - woensdag - donderdag: 19.30 - 21.00 uur vanaf 16 jaar; Vrijdag: 15.30 - 16.30 uur v.a. 30 jaar: [967, 1933, 1163, 2020]
schaken-row-label: M. Breen - J. Soeteman: [751, 378, 864, 390]
article-paragraph: Wij hopen dat u allen komt. De donateurs kunnen op vertoon van hun kaart gratis deze avond bezoeken.: [962, 598, 1168, 636]
subhead: Goedkeuringen: [209, 1972, 296, 1985]
slogan: Trim je fit . . . . . . . . . . . Zwem je fit: [975, 2063, 1149, 2075]
place-heading: THOLEN: [1247, 1739, 1292, 1752]
article-paragraph: Wel houdert A. Kroon geloofd niet dat de hoofdstad Middelburg dichter bij de bevolking wordt gebracht, het is 100 km ver en in Zeeland zijn er ook problemen.: [537, 1137, 736, 1200]
article-paragraph: Verder werd in deze vergadering goedkeuring verleend voor het bouwen van één lokaal bij de Chr. Nat. School, het aanleggen van een sportveld te Ooltgensplaat en Oude Tonge, het beschikbaarstellen van een aanvullend krediet ten behoeve van het plaatsen van een semie-permanent kantoor op het achterterrein van het gemeentekantoor te Ooltgensplaat, een krediet voor de nieuwe inrichting van de commissiekamer in genoemd gemeentekantoor, een krediet voor het onderzoek van de afvalverwerking op Goeree Overflakkee en het vast-: [79, 1995, 296, 2183]
article-paragraph: Na een lange discussie, waarbij ook een brief van de Vereniging van Ned. Gemeenten ter sprake kwam, verzocht de heer G. W. J. Poortvliet (PvdA) stemming over deze brief. Hierin stonden enkele richtlijnen aangaande deze materie. Het was enigszins een zijspoor dat werd bewandeld, maar met 7 stemmen tegen en 5 stemmen voor, alle vijf PvdA werd dit voorstel verworpen.: [79, 1837, 296, 1962]
article-paragraph: Bij de jeugd liepen de zaken beter. Meisjes A rekende vrij vlot af met een sterk Spivo 2. Alleen de tweede set gaf wat problemen, maar door goed en attent spel wisten zij ook deze set te winnen en de wedstrijd met 3 - 0 op hun naam te schrijven.: [962, 981, 1168, 1068]
article-paragraph: Tijdens de pauze zullen u loten worden aangeboden om de onkosten te bestrijden van deze avond.: [962, 468, 1168, 506]
schaken-results: [751, 379, 948, 403]
article-paragraph: De burgemeester zei in zijn antwoord, dat toen de provinciale herindeling aan de orde werd gesteld 3 van de 4 raden positief hebben geantwoord.: [312, 2110, 522, 2160]
intermezzo-row-value: 0 - 3: [1146, 1273, 1168, 1285]
intermezzo-row-label: Intermezzo 1 - Vollido: [962, 1201, 1069, 1213]
schedule-day: za:: [967, 1873, 982, 1885]
dam-schaak-heading: Dam- en Schaakver. „Ontspanning" te Ouddorp: [764, 178, 935, 235]
article-paragraph: Op zaterdag 17 januari a.s. houdt de C.P.J.O. Zuid-Holland haar jaarvergadering - Toogdag in Ontmoetingscentrum „de Waard" in Bergambacht.: [1183, 767, 1356, 831]
